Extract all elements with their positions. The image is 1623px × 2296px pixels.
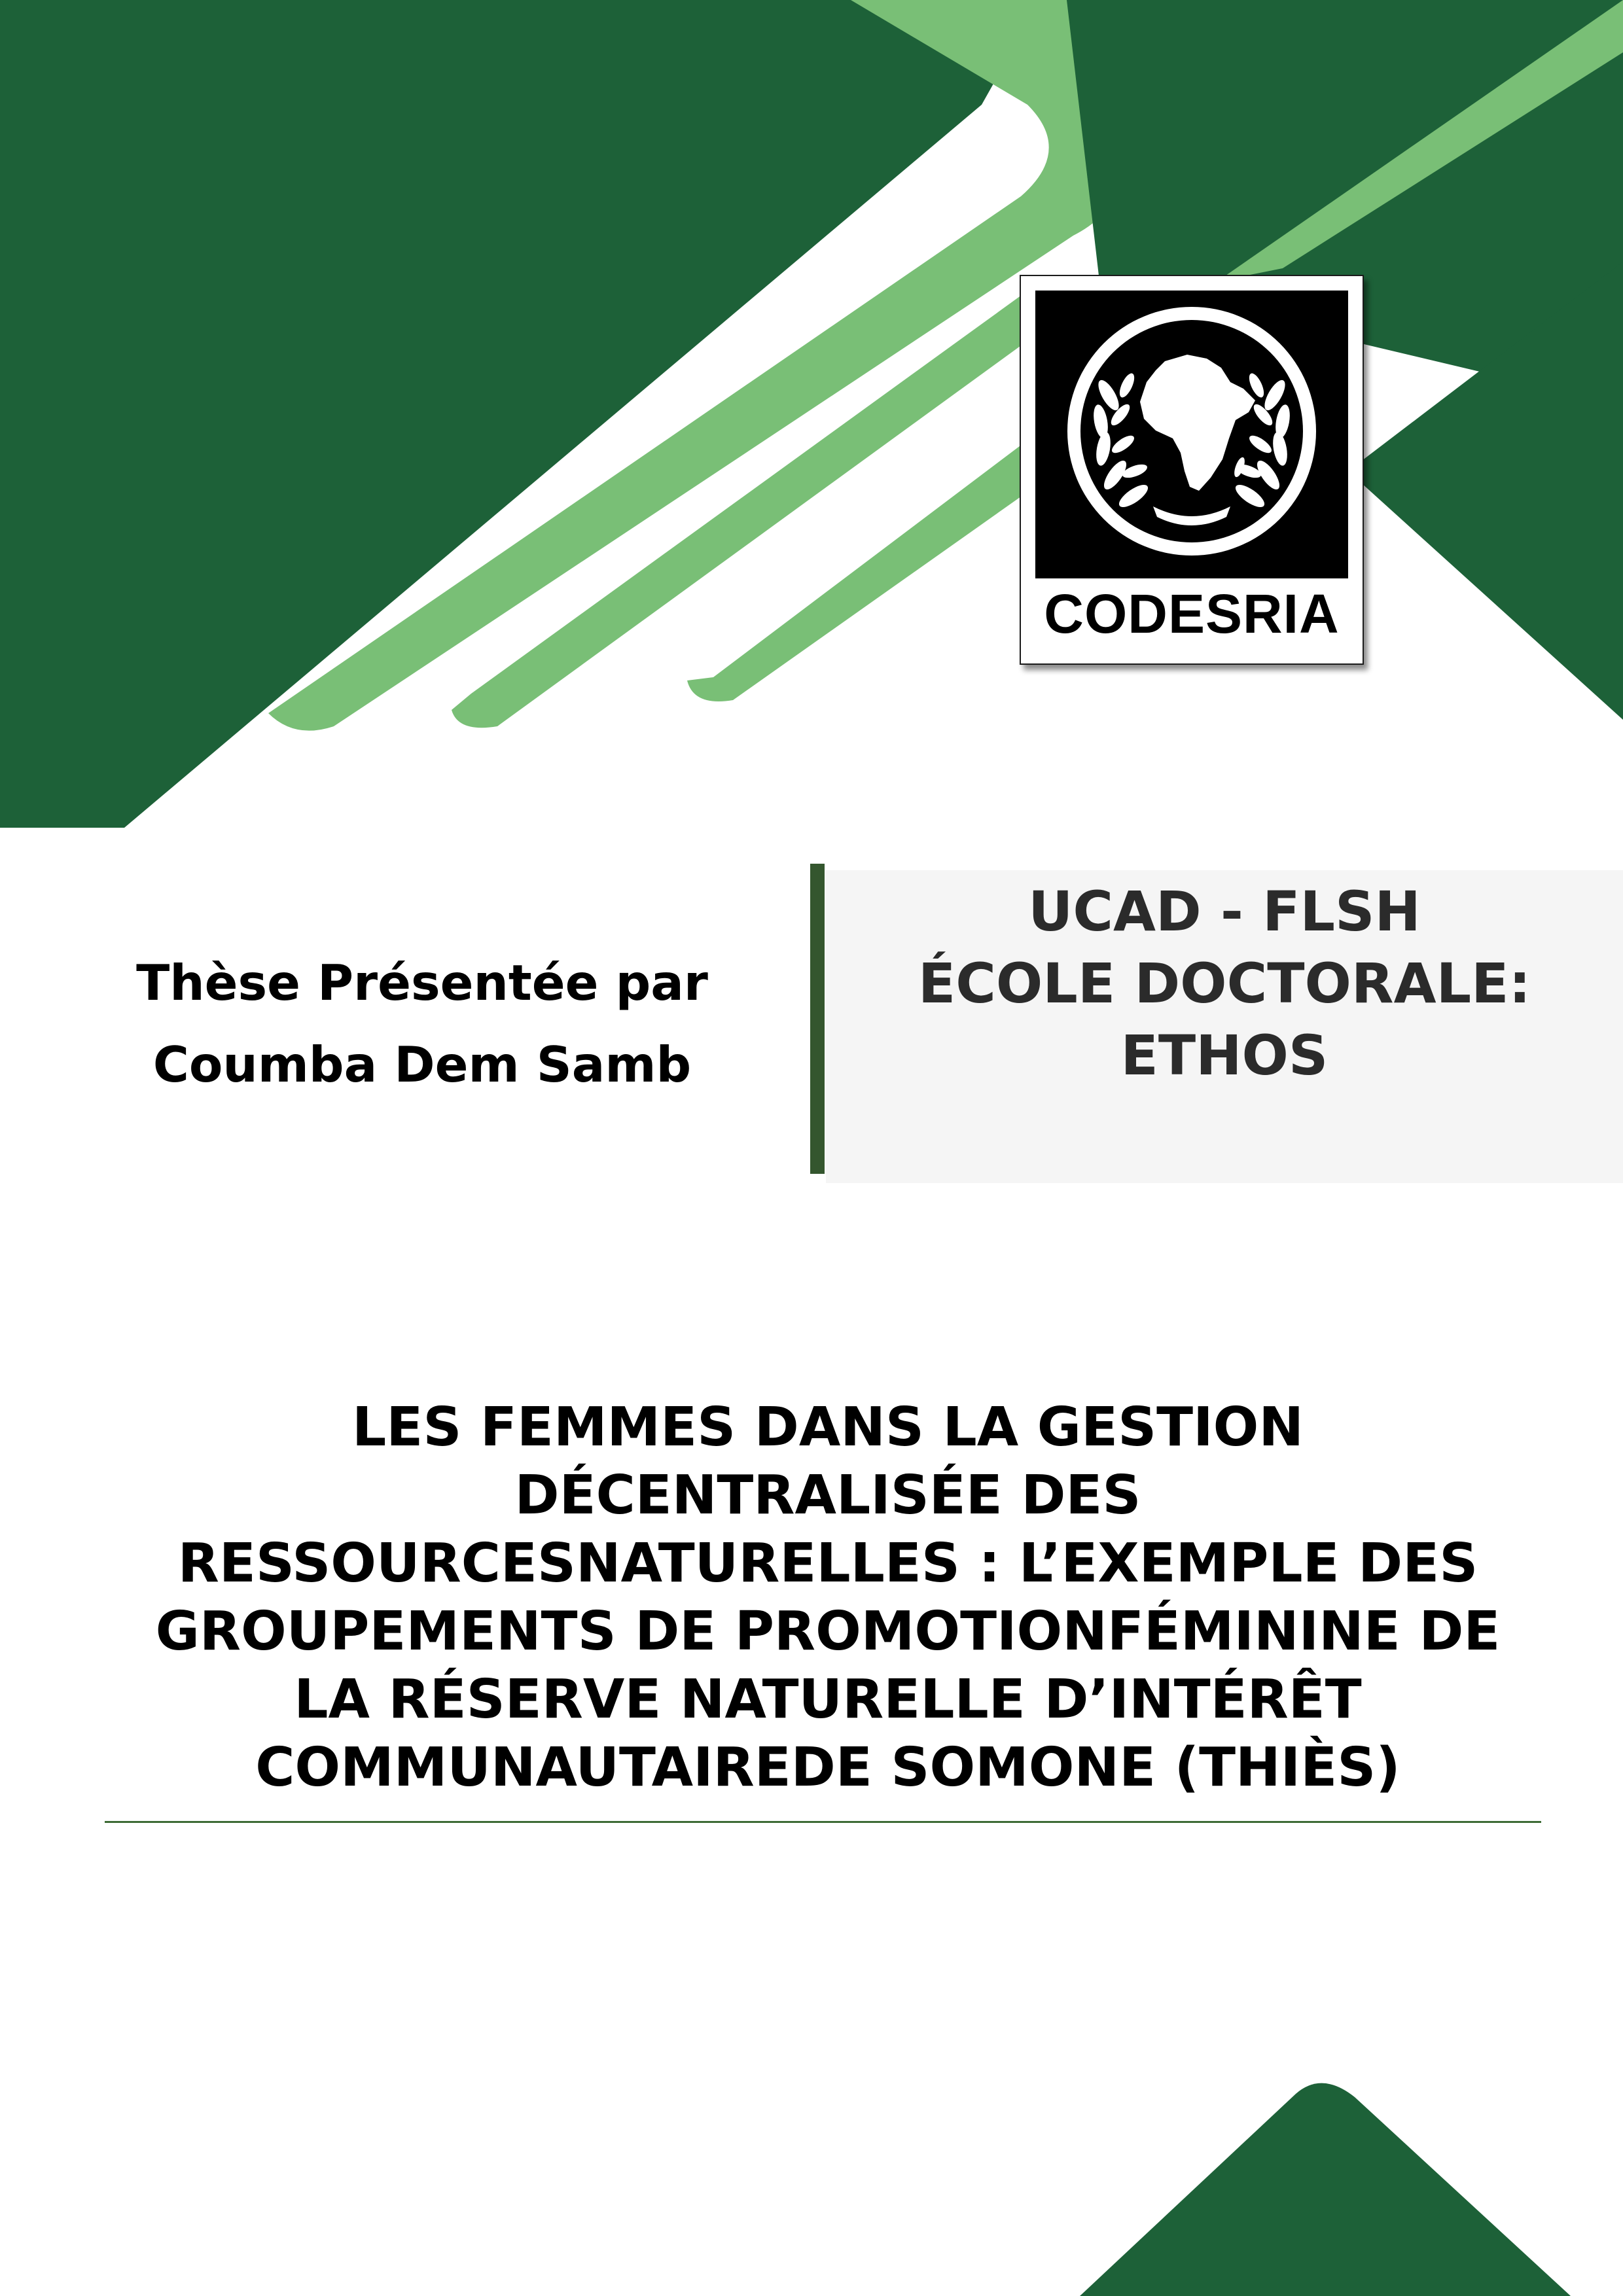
doctoral-school-label: ÉCOLE DOCTORALE: bbox=[918, 951, 1531, 1016]
top-left-green-banner bbox=[0, 0, 1137, 828]
thesis-title-line: LES FEMMES DANS LA GESTION bbox=[352, 1396, 1304, 1458]
university-faculty: UCAD - FLSH bbox=[1028, 879, 1421, 944]
presented-by-label: Thèse Présentée par bbox=[136, 954, 708, 1012]
africa-laurel-emblem-icon bbox=[1035, 291, 1348, 565]
codesria-logo bbox=[1020, 275, 1364, 665]
school-block bbox=[826, 875, 1623, 1091]
school-accent-bar bbox=[810, 864, 825, 1174]
logo-black-panel bbox=[1035, 291, 1348, 649]
thesis-title bbox=[65, 1394, 1590, 1802]
thesis-title-line: GROUPEMENTS DE PROMOTIONFÉMININE DE bbox=[155, 1600, 1501, 1663]
thesis-title-line: LA RÉSERVE NATURELLE D’INTÉRÊT bbox=[294, 1669, 1362, 1731]
author-name: Coumba Dem Samb bbox=[152, 1036, 692, 1093]
codesria-wordmark: CODESRIA bbox=[1035, 578, 1348, 649]
thesis-title-line: COMMUNAUTAIREDE SOMONE (THIÈS) bbox=[255, 1737, 1400, 1799]
bottom-right-green-triangle bbox=[1080, 2083, 1571, 2296]
thesis-title-line: DÉCENTRALISÉE DES bbox=[514, 1464, 1141, 1527]
doctoral-school-name: ETHOS bbox=[1120, 1023, 1329, 1087]
thesis-title-line: RESSOURCESNATURELLES : L’EXEMPLE DES bbox=[177, 1532, 1478, 1595]
title-underline-divider bbox=[105, 1821, 1541, 1823]
author-block bbox=[98, 942, 746, 1106]
